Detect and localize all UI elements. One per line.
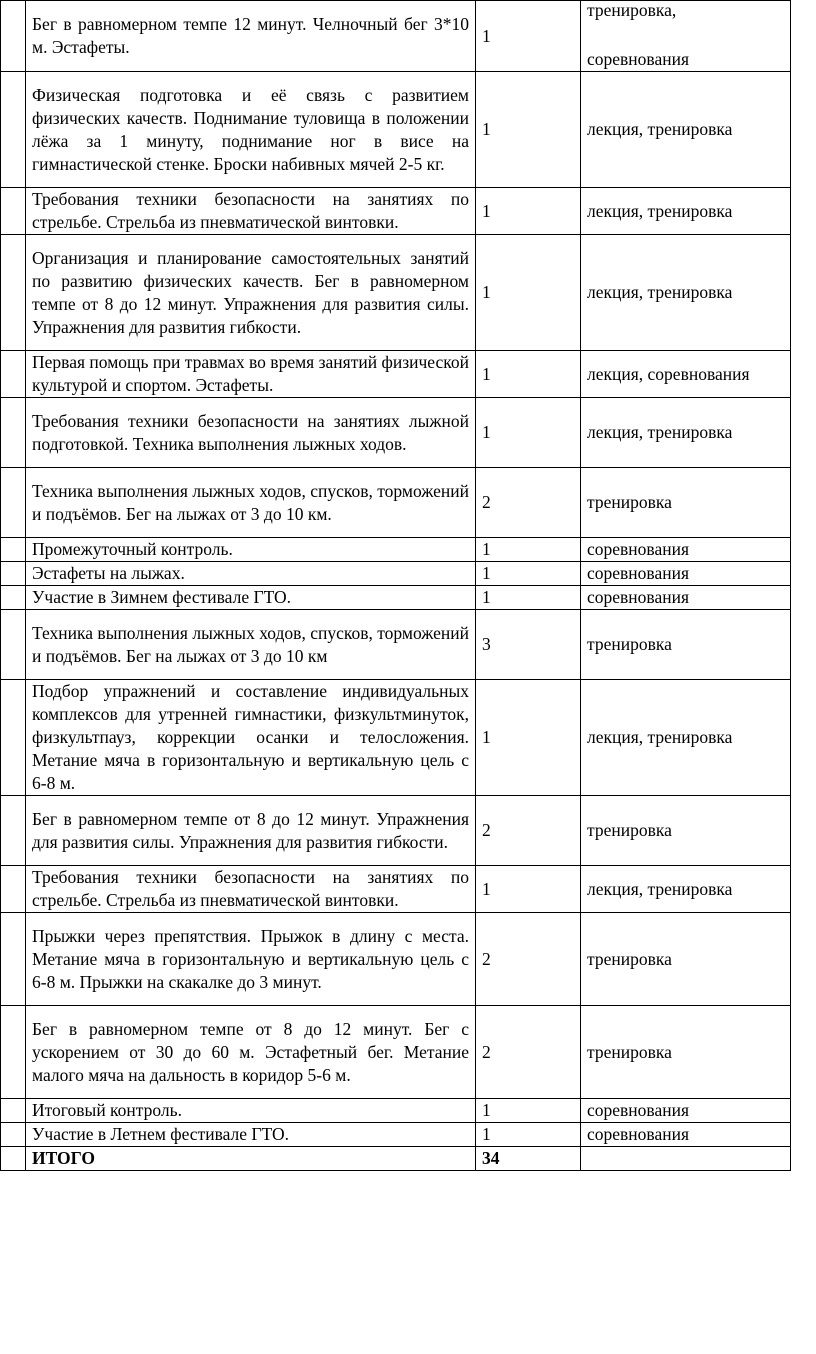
- hours-cell: 1: [476, 866, 581, 913]
- hours-cell: 1: [476, 188, 581, 235]
- hours-cell: 3: [476, 610, 581, 680]
- row-number-cell: [1, 468, 26, 538]
- form-cell: соревнования: [581, 562, 791, 586]
- row-number-cell: [1, 188, 26, 235]
- row-number-cell: [1, 72, 26, 188]
- topic-cell: Физическая подготовка и её связь с развитием физических качеств. Поднимание туловища в положении лёжа за 1 минуту, поднимание ног в висе на гимнастической стенке. Броски набивных мячей 2-5 кг.: [26, 72, 476, 188]
- form-cell: лекция, соревнования: [581, 351, 791, 398]
- form-cell: лекция, тренировка: [581, 398, 791, 468]
- topic-cell: Прыжки через препятствия. Прыжок в длину с места. Метание мяча в горизонтальную и вертикальную цель с 6-8 м. Прыжки на скакалке до 3 минут.: [26, 913, 476, 1006]
- row-number-cell: [1, 796, 26, 866]
- hours-cell: 1: [476, 1, 581, 72]
- topic-cell: Участие в Зимнем фестивале ГТО.: [26, 586, 476, 610]
- hours-cell: 2: [476, 468, 581, 538]
- topic-cell: Техника выполнения лыжных ходов, спусков, торможений и подъёмов. Бег на лыжах от 3 до 10 км.: [26, 468, 476, 538]
- table-row: [1, 796, 791, 866]
- topic-cell: Первая помощь при травмах во время занятий физической культурой и спортом. Эстафеты.: [26, 351, 476, 398]
- form-cell: тренировка: [581, 468, 791, 538]
- hours-cell: 2: [476, 796, 581, 866]
- row-number-cell: [1, 1099, 26, 1123]
- form-cell: лекция, тренировка: [581, 866, 791, 913]
- table-row: [1, 1123, 791, 1147]
- table-row: [1, 1, 791, 72]
- topic-cell: Техника выполнения лыжных ходов, спусков, торможений и подъёмов. Бег на лыжах от 3 до 10 км: [26, 610, 476, 680]
- table-row: [1, 913, 791, 1006]
- form-cell: тренировка: [581, 796, 791, 866]
- hours-cell: 1: [476, 1099, 581, 1123]
- table-row: [1, 586, 791, 610]
- topic-cell: Промежуточный контроль.: [26, 538, 476, 562]
- row-number-cell: [1, 351, 26, 398]
- row-number-cell: [1, 1, 26, 72]
- table-row: [1, 72, 791, 188]
- topic-cell: Итоговый контроль.: [26, 1099, 476, 1123]
- hours-cell: 2: [476, 1006, 581, 1099]
- table-row: [1, 610, 791, 680]
- form-line-2: соревнования: [587, 49, 689, 69]
- table-row: [1, 351, 791, 398]
- topic-cell: Бег в равномерном темпе 12 минут. Челночный бег 3*10 м. Эстафеты.: [26, 1, 476, 72]
- total-label: ИТОГО: [26, 1147, 476, 1171]
- form-cell: лекция, тренировка: [581, 72, 791, 188]
- hours-cell: 1: [476, 586, 581, 610]
- table-row: [1, 1006, 791, 1099]
- form-cell: лекция, тренировка: [581, 680, 791, 796]
- topic-cell: Требования техники безопасности на занятиях по стрельбе. Стрельба из пневматической винтовки.: [26, 188, 476, 235]
- row-number-cell: [1, 562, 26, 586]
- row-number-cell: [1, 235, 26, 351]
- topic-cell: Организация и планирование самостоятельных занятий по развитию физических качеств. Бег в равномерном темпе от 8 до 12 минут. Упражнения для развития силы. Упражнения для развития гибкости.: [26, 235, 476, 351]
- table-row: [1, 1099, 791, 1123]
- hours-cell: 1: [476, 538, 581, 562]
- row-number-cell: [1, 586, 26, 610]
- hours-cell: 1: [476, 72, 581, 188]
- hours-cell: 1: [476, 1123, 581, 1147]
- topic-cell: Эстафеты на лыжах.: [26, 562, 476, 586]
- form-cell: тренировка: [581, 913, 791, 1006]
- form-cell: соревнования: [581, 1099, 791, 1123]
- form-cell: тренировка: [581, 1006, 791, 1099]
- table-row: [1, 680, 791, 796]
- form-cell: соревнования: [581, 1123, 791, 1147]
- row-number-cell: [1, 680, 26, 796]
- topic-cell: Бег в равномерном темпе от 8 до 12 минут. Бег с ускорением от 30 до 60 м. Эстафетный бег. Метание малого мяча на дальность в коридор 5-6 м.: [26, 1006, 476, 1099]
- row-number-cell: [1, 1123, 26, 1147]
- form-cell: [581, 1, 791, 72]
- hours-cell: 2: [476, 913, 581, 1006]
- form-cell: лекция, тренировка: [581, 235, 791, 351]
- table-row: [1, 866, 791, 913]
- row-number-cell: [1, 1147, 26, 1171]
- total-hours: 34: [476, 1147, 581, 1171]
- table-row: [1, 538, 791, 562]
- total-form-cell: [581, 1147, 791, 1171]
- form-cell: лекция, тренировка: [581, 188, 791, 235]
- form-cell: соревнования: [581, 538, 791, 562]
- row-number-cell: [1, 866, 26, 913]
- row-number-cell: [1, 538, 26, 562]
- row-number-cell: [1, 610, 26, 680]
- form-line-1: тренировка,: [587, 0, 677, 20]
- hours-cell: 1: [476, 680, 581, 796]
- hours-cell: 1: [476, 351, 581, 398]
- topic-cell: Подбор упражнений и составление индивидуальных комплексов для утренней гимнастики, физкультминуток, физкультпауз, коррекции осанки и телосложения. Метание мяча в горизонтальную и вертикальную цель с 6-8 м.: [26, 680, 476, 796]
- topic-cell: Участие в Летнем фестивале ГТО.: [26, 1123, 476, 1147]
- hours-cell: 1: [476, 562, 581, 586]
- row-number-cell: [1, 398, 26, 468]
- table-row: [1, 562, 791, 586]
- hours-cell: 1: [476, 398, 581, 468]
- total-row: [1, 1147, 791, 1171]
- table-row: [1, 235, 791, 351]
- table-row: [1, 188, 791, 235]
- row-number-cell: [1, 913, 26, 1006]
- table-body: [1, 1, 791, 1171]
- table-row: [1, 398, 791, 468]
- table-row: [1, 468, 791, 538]
- topic-cell: Требования техники безопасности на занятиях лыжной подготовкой. Техника выполнения лыжных ходов.: [26, 398, 476, 468]
- topic-cell: Требования техники безопасности на занятиях по стрельбе. Стрельба из пневматической винтовки.: [26, 866, 476, 913]
- row-number-cell: [1, 1006, 26, 1099]
- topic-cell: Бег в равномерном темпе от 8 до 12 минут. Упражнения для развития силы. Упражнения для развития гибкости.: [26, 796, 476, 866]
- form-cell: тренировка: [581, 610, 791, 680]
- form-cell: соревнования: [581, 586, 791, 610]
- hours-cell: 1: [476, 235, 581, 351]
